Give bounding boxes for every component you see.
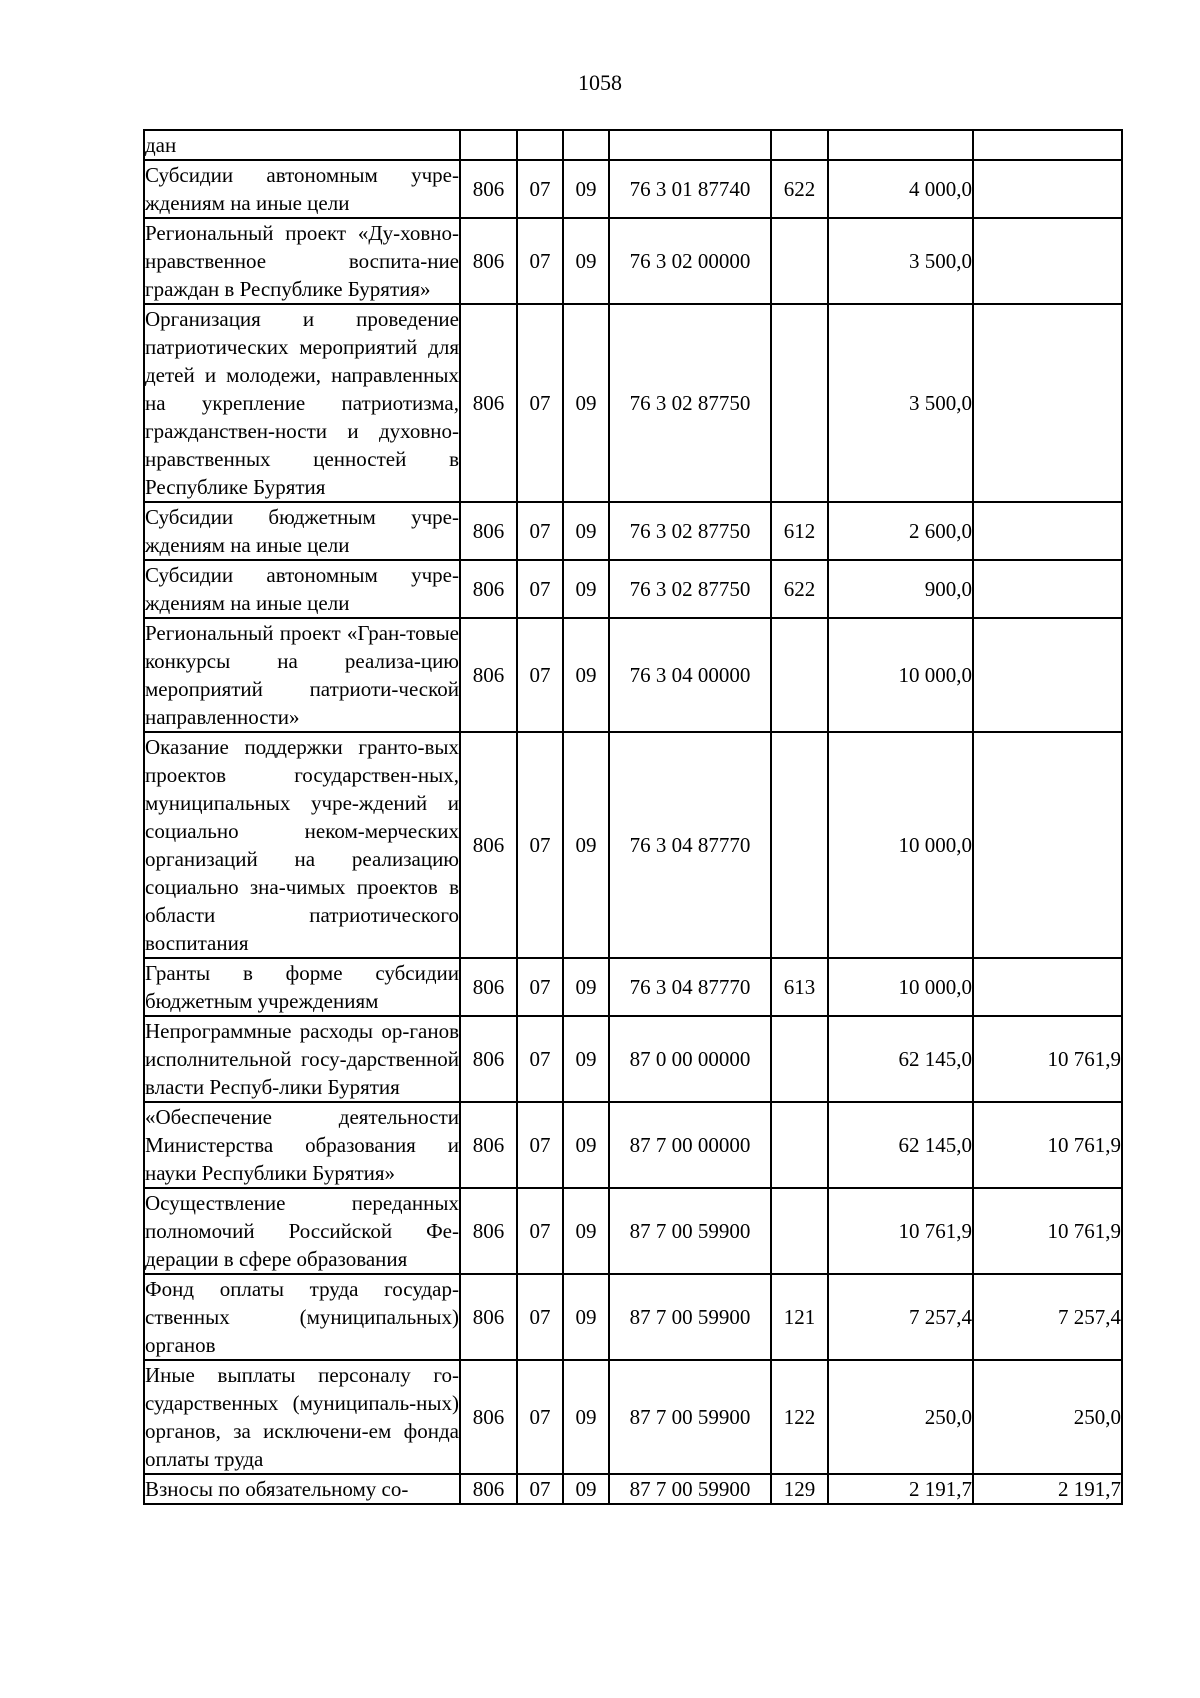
cell-subsection: 09 bbox=[563, 304, 609, 502]
table-body bbox=[144, 130, 1122, 1504]
cell-expense-type: 613 bbox=[771, 958, 828, 1016]
cell-ministry-code: 806 bbox=[460, 304, 517, 502]
cell-target-article: 87 7 00 59900 bbox=[609, 1274, 771, 1360]
cell-target-article: 76 3 01 87740 bbox=[609, 160, 771, 218]
table-row bbox=[144, 618, 1122, 732]
cell-subsection: 09 bbox=[563, 1102, 609, 1188]
cell-amount-subvention: 10 761,9 bbox=[973, 1102, 1122, 1188]
table-row bbox=[144, 304, 1122, 502]
table-row bbox=[144, 502, 1122, 560]
table-row bbox=[144, 1016, 1122, 1102]
cell-target-article: 87 7 00 59900 bbox=[609, 1360, 771, 1474]
cell-subsection bbox=[563, 130, 609, 160]
cell-section: 07 bbox=[517, 304, 563, 502]
cell-subsection: 09 bbox=[563, 1016, 609, 1102]
cell-ministry-code: 806 bbox=[460, 1274, 517, 1360]
cell-ministry-code: 806 bbox=[460, 1474, 517, 1504]
budget-table bbox=[143, 129, 1123, 1505]
cell-section: 07 bbox=[517, 218, 563, 304]
cell-ministry-code: 806 bbox=[460, 1188, 517, 1274]
cell-expense-type bbox=[771, 1016, 828, 1102]
cell-expense-type bbox=[771, 618, 828, 732]
cell-section: 07 bbox=[517, 1274, 563, 1360]
cell-section: 07 bbox=[517, 1360, 563, 1474]
cell-expense-type bbox=[771, 732, 828, 958]
cell-amount-subvention bbox=[973, 304, 1122, 502]
table-row bbox=[144, 1188, 1122, 1274]
cell-amount-subvention: 7 257,4 bbox=[973, 1274, 1122, 1360]
cell-name: Гранты в форме субсидии бюджетным учреждениям bbox=[144, 958, 460, 1016]
cell-amount: 3 500,0 bbox=[828, 218, 973, 304]
cell-section: 07 bbox=[517, 1016, 563, 1102]
cell-subsection: 09 bbox=[563, 160, 609, 218]
cell-target-article: 76 3 02 87750 bbox=[609, 502, 771, 560]
cell-expense-type: 622 bbox=[771, 560, 828, 618]
cell-name: Непрограммные расходы ор-ганов исполнительной госу-дарственной власти Респуб-лики Бурятия bbox=[144, 1016, 460, 1102]
cell-amount: 2 600,0 bbox=[828, 502, 973, 560]
cell-amount: 250,0 bbox=[828, 1360, 973, 1474]
cell-name: Взносы по обязательному со- bbox=[144, 1474, 460, 1504]
table-row bbox=[144, 160, 1122, 218]
cell-name: «Обеспечение деятельности Министерства образования и науки Республики Бурятия» bbox=[144, 1102, 460, 1188]
cell-ministry-code: 806 bbox=[460, 1102, 517, 1188]
cell-subsection: 09 bbox=[563, 958, 609, 1016]
cell-name: Оказание поддержки гранто-вых проектов государствен-ных, муниципальных учре-ждений и социально неком-мерческих организаций на реализацию социально зна-чимых проектов в области патриотического воспитания bbox=[144, 732, 460, 958]
cell-ministry-code: 806 bbox=[460, 1360, 517, 1474]
cell-amount: 4 000,0 bbox=[828, 160, 973, 218]
cell-amount: 10 000,0 bbox=[828, 618, 973, 732]
cell-subsection: 09 bbox=[563, 1360, 609, 1474]
cell-amount-subvention: 2 191,7 bbox=[973, 1474, 1122, 1504]
cell-target-article: 76 3 02 87750 bbox=[609, 560, 771, 618]
cell-section: 07 bbox=[517, 560, 563, 618]
cell-amount: 62 145,0 bbox=[828, 1102, 973, 1188]
cell-ministry-code: 806 bbox=[460, 732, 517, 958]
cell-amount-subvention bbox=[973, 958, 1122, 1016]
cell-section: 07 bbox=[517, 160, 563, 218]
cell-subsection: 09 bbox=[563, 1474, 609, 1504]
cell-amount: 3 500,0 bbox=[828, 304, 973, 502]
cell-amount-subvention bbox=[973, 130, 1122, 160]
cell-target-article: 87 0 00 00000 bbox=[609, 1016, 771, 1102]
table-row bbox=[144, 1274, 1122, 1360]
cell-subsection: 09 bbox=[563, 560, 609, 618]
cell-name: Региональный проект «Гран-товые конкурсы на реализа-цию мероприятий патриоти-ческой направленности» bbox=[144, 618, 460, 732]
cell-target-article: 76 3 02 87750 bbox=[609, 304, 771, 502]
cell-name: Региональный проект «Ду-ховно-нравственное воспита-ние граждан в Республике Бурятия» bbox=[144, 218, 460, 304]
cell-expense-type: 612 bbox=[771, 502, 828, 560]
cell-amount-subvention: 10 761,9 bbox=[973, 1016, 1122, 1102]
cell-expense-type: 122 bbox=[771, 1360, 828, 1474]
cell-section: 07 bbox=[517, 618, 563, 732]
cell-target-article: 87 7 00 00000 bbox=[609, 1102, 771, 1188]
cell-ministry-code: 806 bbox=[460, 160, 517, 218]
cell-amount bbox=[828, 130, 973, 160]
cell-target-article: 76 3 02 00000 bbox=[609, 218, 771, 304]
cell-subsection: 09 bbox=[563, 618, 609, 732]
cell-target-article: 87 7 00 59900 bbox=[609, 1474, 771, 1504]
cell-expense-type: 121 bbox=[771, 1274, 828, 1360]
cell-amount: 2 191,7 bbox=[828, 1474, 973, 1504]
cell-section bbox=[517, 130, 563, 160]
cell-subsection: 09 bbox=[563, 732, 609, 958]
table-row bbox=[144, 1360, 1122, 1474]
cell-ministry-code: 806 bbox=[460, 218, 517, 304]
table-row bbox=[144, 732, 1122, 958]
table-row bbox=[144, 130, 1122, 160]
cell-section: 07 bbox=[517, 732, 563, 958]
table-row bbox=[144, 1102, 1122, 1188]
cell-expense-type: 622 bbox=[771, 160, 828, 218]
cell-ministry-code: 806 bbox=[460, 502, 517, 560]
cell-name: Субсидии автономным учре-ждениям на иные цели bbox=[144, 560, 460, 618]
cell-amount-subvention bbox=[973, 618, 1122, 732]
cell-ministry-code: 806 bbox=[460, 958, 517, 1016]
cell-expense-type bbox=[771, 218, 828, 304]
cell-expense-type bbox=[771, 1102, 828, 1188]
cell-target-article: 76 3 04 87770 bbox=[609, 958, 771, 1016]
cell-name: Субсидии бюджетным учре-ждениям на иные цели bbox=[144, 502, 460, 560]
cell-target-article: 76 3 04 87770 bbox=[609, 732, 771, 958]
cell-section: 07 bbox=[517, 502, 563, 560]
cell-ministry-code: 806 bbox=[460, 1016, 517, 1102]
cell-amount: 10 761,9 bbox=[828, 1188, 973, 1274]
cell-subsection: 09 bbox=[563, 502, 609, 560]
cell-amount-subvention bbox=[973, 560, 1122, 618]
cell-amount-subvention bbox=[973, 502, 1122, 560]
cell-section: 07 bbox=[517, 1102, 563, 1188]
cell-ministry-code: 806 bbox=[460, 618, 517, 732]
cell-name: Иные выплаты персоналу го-сударственных (муниципаль-ных) органов, за исключени-ем фонда оплаты труда bbox=[144, 1360, 460, 1474]
cell-amount: 10 000,0 bbox=[828, 958, 973, 1016]
cell-expense-type bbox=[771, 1188, 828, 1274]
cell-expense-type: 129 bbox=[771, 1474, 828, 1504]
table-row bbox=[144, 560, 1122, 618]
cell-target-article bbox=[609, 130, 771, 160]
cell-name: Фонд оплаты труда государ-ственных (муниципальных) органов bbox=[144, 1274, 460, 1360]
cell-section: 07 bbox=[517, 1188, 563, 1274]
cell-subsection: 09 bbox=[563, 218, 609, 304]
cell-target-article: 76 3 04 00000 bbox=[609, 618, 771, 732]
cell-name: Осуществление переданных полномочий Российской Фе-дерации в сфере образования bbox=[144, 1188, 460, 1274]
cell-amount-subvention: 250,0 bbox=[973, 1360, 1122, 1474]
cell-amount: 900,0 bbox=[828, 560, 973, 618]
cell-subsection: 09 bbox=[563, 1274, 609, 1360]
cell-amount-subvention bbox=[973, 218, 1122, 304]
page-number: 1058 bbox=[578, 70, 622, 95]
cell-amount-subvention: 10 761,9 bbox=[973, 1188, 1122, 1274]
cell-ministry-code bbox=[460, 130, 517, 160]
cell-amount-subvention bbox=[973, 732, 1122, 958]
table-row bbox=[144, 218, 1122, 304]
cell-expense-type bbox=[771, 130, 828, 160]
cell-amount: 62 145,0 bbox=[828, 1016, 973, 1102]
cell-name: дан bbox=[144, 130, 460, 160]
cell-name: Субсидии автономным учре-ждениям на иные цели bbox=[144, 160, 460, 218]
cell-ministry-code: 806 bbox=[460, 560, 517, 618]
cell-expense-type bbox=[771, 304, 828, 502]
cell-amount: 7 257,4 bbox=[828, 1274, 973, 1360]
table-row bbox=[144, 958, 1122, 1016]
cell-amount-subvention bbox=[973, 160, 1122, 218]
table-row bbox=[144, 1474, 1122, 1504]
cell-subsection: 09 bbox=[563, 1188, 609, 1274]
cell-amount: 10 000,0 bbox=[828, 732, 973, 958]
cell-section: 07 bbox=[517, 958, 563, 1016]
cell-section: 07 bbox=[517, 1474, 563, 1504]
cell-name: Организация и проведение патриотических мероприятий для детей и молодежи, направленных на укрепление патриотизма, гражданствен-ности и духовно-нравственных ценностей в Республике Бурятия bbox=[144, 304, 460, 502]
cell-target-article: 87 7 00 59900 bbox=[609, 1188, 771, 1274]
